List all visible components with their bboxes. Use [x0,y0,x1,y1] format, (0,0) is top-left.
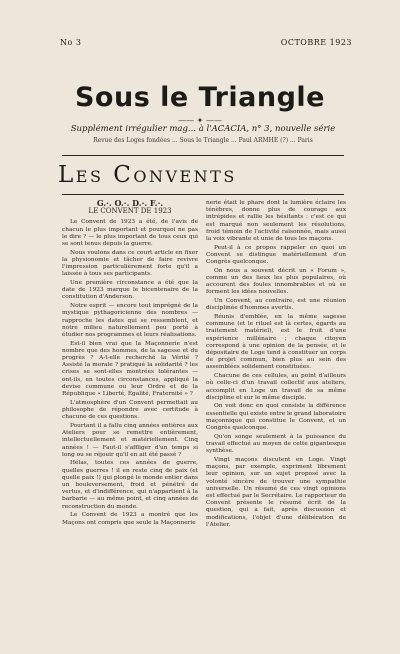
paragraph: On nous a souvent décrit un « Forum », comme un des lieux les plus populaires, où accourent des foules innombrables et où se forment les idées nouvelles. [206,267,346,296]
paragraph: Chacune de ces cellules, au point d'ailleurs où celle-ci d'un travail collectif aux ateliers, accomplit en Loge un travail de sa même discipline et sur le même disciple. [206,373,346,401]
paragraph: On voit donc en quoi consiste la différence essentielle qui existe entre le grand laboratoire maçonnique qui constitue le Convent, et un Congrès quelconque. [206,403,346,432]
top-rule [62,155,344,156]
paragraph: Nous voulons dans ce court article en fixer la physionomie et tâcher de faire revivre l'impression particulièrement forte qu'il a laissée à tous ses participants. [62,249,198,278]
masthead-info: Revue des Loges fondées ... Sous le Triangle ... Paul ARMHE (?) ... Paris [93,137,313,144]
paragraph: Réunis d'emblée, en la même sagesse commune (et le rituel est là certes, égards au traitement matériel), est le fruit d'une expérience millénaire ; chaque citoyen correspond à une opinion de la pensée, et le dépositaire de Loge tend à constituer un corps de projet commun, bien plus au sein des assemblées solidement constituées. [206,314,346,371]
paragraph: L'atmosphère d'un Convent permettait au philosophe de répondre avec certitude à chacune de ces questions. [62,399,198,421]
masthead-title: Sous le Triangle [74,82,325,113]
paragraph: Le Convent de 1923 a été, de l'avis de chacun le plus important et pourquoi ne pas le dire ? — le plus important de tous ceux qui se sont tenus depuis la guerre. [62,219,198,248]
issue-header [60,38,352,50]
paragraph: Une première circonstance a été que la date de 1923 marque le bicentenaire de la constitution d'Anderson. [62,280,198,301]
issue-date: OCTOBRE 1923 [280,38,352,47]
paragraph: Est-il bien vrai que la Maçonnerie n'est nombre que des hommes, de la sagesse et du progrès ? A-t-elle recherché la Vérité ? Assisté la morale ? pratiqué la solidarité ? les crises se sont-elles montrées tolérantes — ont-ils, en toutes circonstances, appliqué la devise commune ou leur Ordre et de la République « Liberté, Égalité, Fraternité » ? [62,340,198,398]
article-heading: G.·. O.·. D.·. F.·. [96,198,164,208]
paragraph: Notre esprit — encore tout imprégné de la mystique pythagoricienne des nombres — rapproche les dates qui se ressemblent, et notre milieu naturellement peu porté à étudier nos programmes et leurs réalisations. [62,303,198,338]
masthead-subtitle: Supplément irrégulier mag... à l'ACACIA, n° 3, nouvelle série [70,124,336,134]
paragraph: Peut-il à ce propos rappeler en quoi un Convent se distingue matériellement d'un Congrès quelconque. [206,244,346,266]
paragraph: Un Convent, au contraire, est une réunion disciplinée d'hommes avertis. [206,298,346,312]
paragraph: Le Convent de 1923 a montré que les Maçons ont compris que seule la Maçonnerie [62,512,198,526]
issue-number: No 3 [60,38,82,47]
paragraph: Qu'on songe seulement à la puissance du travail effectué au moyen de cette gigantesque synthèse. [206,433,346,455]
right-column [206,200,346,530]
bottom-rule [62,194,344,195]
article-subheading: LE CONVENT DE 1923 [88,207,172,216]
paragraph: Pourtant il a fallu cinq années entières aux Ateliers pour se remettre entièrement, intellectuellement et matériellement. Cinq années ! — Faut-il s'affliger d'un temps si long ou se réjouir qu'il en ait été passé ? [62,422,198,458]
paragraph: Hélas, toutes ces années de guerre, quelles guerres ! il en reste cinq de paix (et quelle paix !) qui plongé le monde entier dans un bouleversement, froid et pénétré de vertus, et d'indifférence, qui n'appartient à la barbarie — au même point, et cinq années de reconstruction du monde. [62,460,198,510]
ornament-divider: —— ✦ —— [178,116,222,125]
section-title: Les Convents [58,162,237,188]
paragraph: Vingt maçons discutent en Loge. Vingt maçons, par exemple, expriment librement leur opinion, sur un sujet proposé avec la volonté sincère de trouver une sympathie universelle. Un résumé de ces vingt opinions est effectué par le Secrétaire. Le rapporteur du Convent présente le résumé écrit de la question, qui a fait, après discussion et modifications, l'objet d'une délibération de l'Atelier. [206,456,347,528]
paragraph: nerie était le phare dont la lumière éclaire les ténèbres, donne plus de courage aux intrépides et rallie les hésitants : c'est ce qui est marqué non seulement les résolutions, froid témoin de l'activité raisonnée, mais aussi la voix vibrante et unie de tous les maçons. [206,200,346,243]
left-column [62,200,198,528]
